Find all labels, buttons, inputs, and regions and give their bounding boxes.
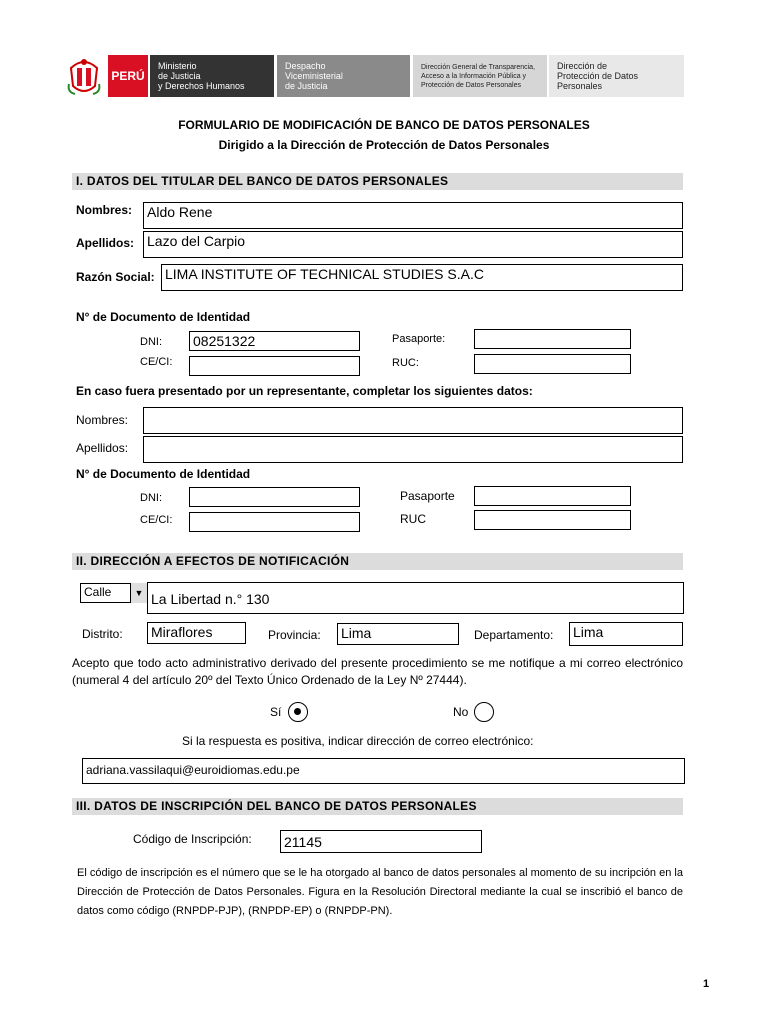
peru-brand: PERÚ xyxy=(108,55,148,97)
provincia-field[interactable]: Lima xyxy=(337,623,459,645)
email-prompt: Si la respuesta es positiva, indicar dirección de correo electrónico: xyxy=(182,734,534,748)
ruc-field[interactable] xyxy=(474,354,631,374)
rep-ceci-field[interactable] xyxy=(189,512,360,532)
dni-label: DNI: xyxy=(140,336,162,348)
rep-apellidos-field[interactable] xyxy=(143,436,683,463)
rep-ruc-field[interactable] xyxy=(474,510,631,530)
via-type-value: Calle xyxy=(84,585,112,599)
dni-field[interactable]: 08251322 xyxy=(189,331,360,351)
rep-pasaporte-field[interactable] xyxy=(474,486,631,506)
ceci-field[interactable] xyxy=(189,356,360,376)
direccion-proteccion-brand: Dirección de Protección de Datos Personales xyxy=(549,55,684,97)
codigo-field[interactable]: 21145 xyxy=(280,830,482,853)
rep-apellidos-label: Apellidos: xyxy=(76,441,129,455)
nombres-label: Nombres: xyxy=(76,203,133,217)
codigo-explanation: El código de inscripción es el número que se le ha otorgado al banco de datos personales al momento de su incripción en la Dirección de Protección de Datos Personales. Figura en la Resolución Directoral mediante la cual se inscribió el banco de datos como código (RNPDP-PJP), (RNPDP-EP) o (RNPDP-PN). xyxy=(77,867,683,917)
ruc-label: RUC: xyxy=(392,357,419,369)
direccion-field[interactable]: La Libertad n.° 130 xyxy=(147,582,684,614)
form-title: FORMULARIO DE MODIFICACIÓN DE BANCO DE DATOS PERSONALES xyxy=(178,118,590,132)
distrito-field[interactable]: Miraflores xyxy=(147,622,246,644)
section-1-heading: I. DATOS DEL TITULAR DEL BANCO DE DATOS PERSONALES xyxy=(72,173,683,190)
rep-nombres-field[interactable] xyxy=(143,407,683,434)
rep-pasaporte-label: Pasaporte xyxy=(400,489,455,503)
pasaporte-field[interactable] xyxy=(474,329,631,349)
peru-coat-of-arms xyxy=(65,54,103,98)
email-field[interactable]: adriana.vassilaqui@euroidiomas.edu.pe xyxy=(82,758,685,784)
no-label: No xyxy=(453,705,469,719)
rep-nombres-label: Nombres: xyxy=(76,413,129,427)
no-radio[interactable] xyxy=(474,702,494,722)
distrito-label: Distrito: xyxy=(82,627,123,641)
departamento-field[interactable]: Lima xyxy=(569,622,683,646)
form-subtitle: Dirigido a la Dirección de Protección de Datos Personales xyxy=(218,138,550,152)
despacho-brand: Despacho Viceministerial de Justicia xyxy=(277,55,410,97)
apellidos-field[interactable]: Lazo del Carpio xyxy=(143,231,683,258)
si-radio[interactable] xyxy=(288,702,308,722)
razon-social-label: Razón Social: xyxy=(76,270,155,284)
section-3-heading: III. DATOS DE INSCRIPCIÓN DEL BANCO DE DATOS PERSONALES xyxy=(72,798,683,815)
rep-ceci-label: CE/CI: xyxy=(140,514,173,526)
consent-text: Acepto que todo acto administrativo derivado del presente procedimiento se me notifique a mi correo electrónico (numeral 4 del artículo 20º del Texto Único Ordenado de la Ley Nº 27444). xyxy=(72,656,683,687)
codigo-label: Código de Inscripción: xyxy=(133,832,252,846)
razon-social-field[interactable]: LIMA INSTITUTE OF TECHNICAL STUDIES S.A.C xyxy=(161,264,683,291)
rep-dni-field[interactable] xyxy=(189,487,360,507)
rep-dni-label: DNI: xyxy=(140,492,162,504)
departamento-label: Departamento: xyxy=(474,628,554,642)
direccion-general-brand: Dirección General de Transparencia, Acceso a la Información Pública y Protección de Datos Personales xyxy=(413,55,547,97)
apellidos-label: Apellidos: xyxy=(76,236,135,250)
documento-heading: N° de Documento de Identidad xyxy=(76,310,251,324)
pasaporte-label: Pasaporte: xyxy=(392,333,446,345)
section-2-heading: II. DIRECCIÓN A EFECTOS DE NOTIFICACIÓN xyxy=(72,553,683,570)
provincia-label: Provincia: xyxy=(268,628,321,642)
rep-documento-heading: N° de Documento de Identidad xyxy=(76,467,251,481)
si-label: Sí xyxy=(270,705,282,719)
page-number: 1 xyxy=(703,978,710,990)
ministerio-brand: Ministerio de Justicia y Derechos Humanos xyxy=(150,55,274,97)
representante-heading: En caso fuera presentado por un representante, completar los siguientes datos: xyxy=(76,384,533,398)
rep-ruc-label: RUC xyxy=(400,512,426,526)
dropdown-arrow-icon[interactable]: ▼ xyxy=(130,583,147,603)
nombres-field[interactable]: Aldo Rene xyxy=(143,202,683,229)
ceci-label: CE/CI: xyxy=(140,356,173,368)
